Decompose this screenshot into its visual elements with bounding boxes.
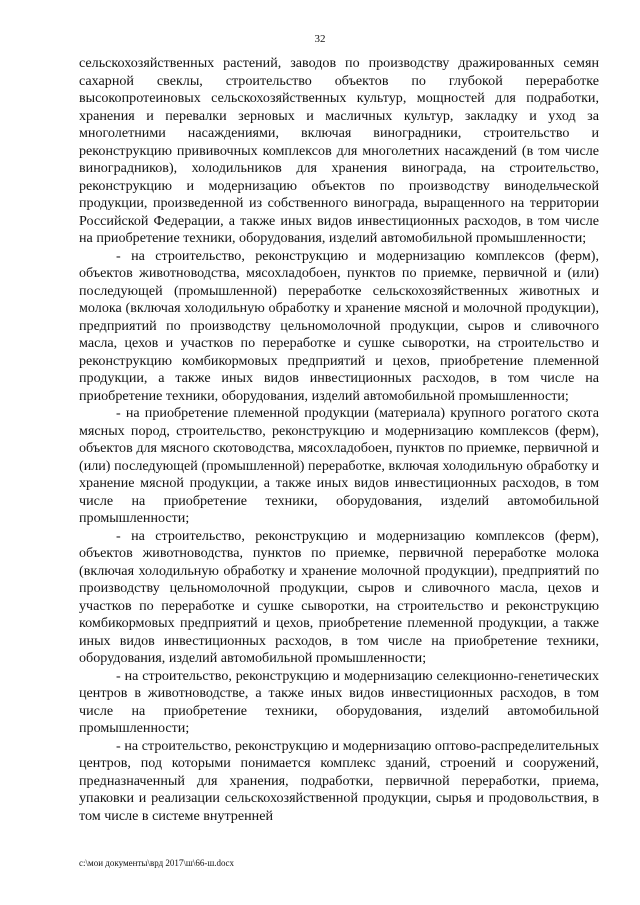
document-body <box>79 55 599 825</box>
list-item: - на приобретение племенной продукции (материала) крупного рогатого скота мясных пород, строительство, реконструкцию и модернизацию комплексов (ферм), объектов для мясного скотоводства, мясохладобоен, пунктов по приемке, первичной и (или) последующей (промышленной) переработке, включая холодильную обработку и хранение мясной продукции, а также иных видов инвестиционных расходов, в том числе на приобретение техники, оборудования, изделий автомобильной промышленности; <box>79 405 599 526</box>
paragraph: сельскохозяйственных растений, заводов по производству дражированных семян сахарной свеклы, строительство объектов по глубокой переработке высокопротеиновых сельскохозяйственных культур, мощностей для подработки, хранения и перевалки зерновых и масличных культур, закладку и уход за многолетними насаждениями, включая виноградники, строительство и реконструкцию прививочных комплексов для многолетних насаждений (в том числе виноградников), холодильников для хранения винограда, на строительство, реконструкцию и модернизацию объектов по производству винодельческой продукции, произведенной из собственного винограда, выращенного на территории Российской Федерации, а также иных видов инвестиционных расходов, в том числе на приобретение техники, оборудования, изделий автомобильной промышленности; <box>79 55 599 246</box>
list-item: - на строительство, реконструкцию и модернизацию селекционно-генетических центров в животноводстве, а также иных видов инвестиционных расходов, в том числе на приобретение техники, оборудования, изделий автомобильной промышленности; <box>79 667 599 736</box>
list-item: - на строительство, реконструкцию и модернизацию оптово-распределительных центров, под которыми понимается комплекс зданий, строений и сооружений, предназначенный для хранения, подработки, первичной переработки, приема, упаковки и реализации сельскохозяйственной продукции, сырья и продовольствия, в том числе в системе внутренней <box>79 737 599 824</box>
list-item: - на строительство, реконструкцию и модернизацию комплексов (ферм), объектов животноводства, мясохладобоен, пунктов по приемке, первичной и (или) последующей (промышленной) переработке сельскохозяйственных животных и молока (включая холодильную обработку и хранение мясной и молочной продукции), предприятий по производству цельномолочной продукции, сыров и сливочного масла, цехов и участков по переработке и сушке сыворотки, на строительство и реконструкцию комбикормовых предприятий и цехов, приобретение племенной продукции, а также иных видов инвестиционных расходов, в том числе на приобретение техники, оборудования, изделий автомобильной промышленности; <box>79 247 599 404</box>
list-item: - на строительство, реконструкцию и модернизацию комплексов (ферм), объектов животноводства, пунктов по приемке, первичной переработке молока (включая холодильную обработку и хранение молочной продукции), предприятий по производству цельномолочной продукции, сыров и сливочного масла, цехов и участков по переработке и сушке сыворотки, на строительство и реконструкцию комбикормовых предприятий и цехов, приобретение племенной продукции, а также иных видов инвестиционных расходов, в том числе на приобретение техники, оборудования, изделий автомобильной промышленности; <box>79 527 599 666</box>
page-number: 32 <box>314 33 326 45</box>
file-path-footer: c:\мои документы\врд 2017\ш\66-ш.docx <box>79 858 235 868</box>
